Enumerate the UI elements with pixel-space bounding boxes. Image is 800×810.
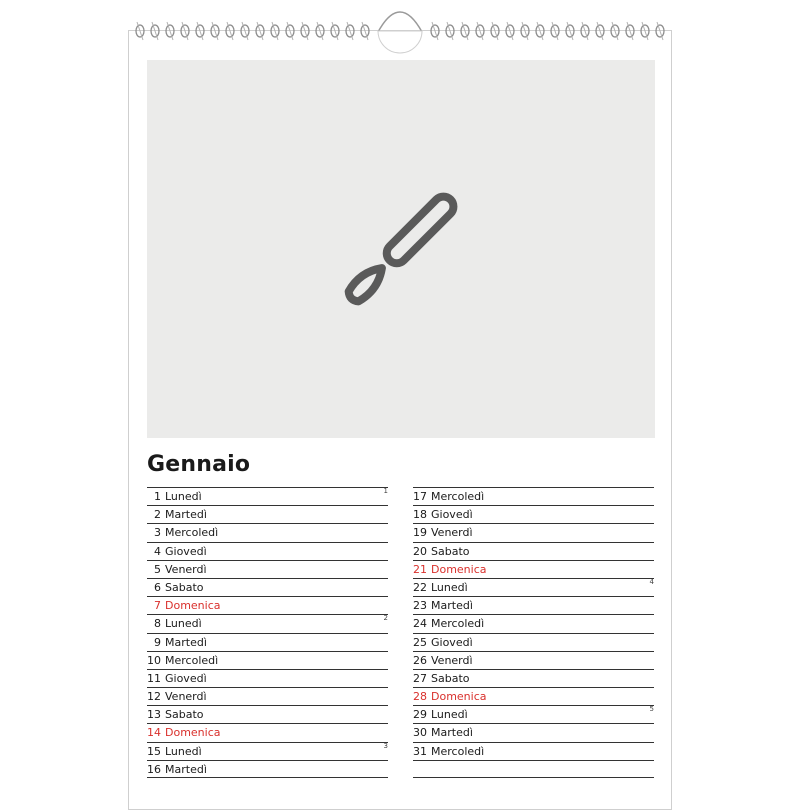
day-number: 19 — [413, 526, 427, 540]
day-number: 13 — [147, 708, 161, 722]
day-name: Martedì — [165, 508, 207, 522]
day-row[interactable] — [413, 560, 654, 578]
brush-icon — [336, 184, 466, 314]
day-row[interactable] — [413, 742, 654, 760]
left-day-column — [147, 487, 388, 778]
day-row[interactable] — [147, 723, 388, 741]
day-number: 29 — [413, 708, 427, 722]
day-number: 9 — [154, 635, 161, 649]
day-row[interactable] — [413, 487, 654, 505]
right-day-column — [413, 487, 654, 778]
day-name: Venerdì — [165, 690, 207, 704]
day-number: 20 — [413, 544, 427, 558]
day-row[interactable] — [147, 742, 388, 760]
day-number: 6 — [154, 580, 161, 594]
day-number: 23 — [413, 599, 427, 613]
day-name: Sabato — [431, 544, 470, 558]
day-row[interactable] — [413, 651, 654, 669]
day-row[interactable] — [147, 596, 388, 614]
day-number: 21 — [413, 562, 427, 576]
day-number: 17 — [413, 490, 427, 503]
day-name: Giovedì — [165, 671, 207, 685]
day-row[interactable] — [147, 614, 388, 632]
day-number: 1 — [154, 490, 161, 503]
day-number: 31 — [413, 744, 427, 758]
day-row[interactable] — [413, 687, 654, 705]
week-number: 2 — [383, 614, 388, 623]
day-row[interactable] — [413, 633, 654, 651]
day-name: Martedì — [165, 762, 207, 776]
week-number: 1 — [383, 487, 388, 495]
day-name: Sabato — [431, 671, 470, 685]
day-row[interactable] — [147, 523, 388, 541]
day-name: Venerdì — [431, 653, 473, 667]
day-row[interactable] — [147, 760, 388, 778]
day-number: 7 — [154, 599, 161, 613]
day-name: Martedì — [431, 599, 473, 613]
day-name: Domenica — [165, 726, 221, 740]
day-name: Giovedì — [165, 544, 207, 558]
day-number: 22 — [413, 580, 427, 594]
day-name: Martedì — [431, 726, 473, 740]
day-number: 25 — [413, 635, 427, 649]
day-row[interactable] — [147, 669, 388, 687]
day-number: 12 — [147, 690, 161, 704]
day-row[interactable] — [413, 578, 654, 596]
week-number: 3 — [383, 741, 388, 750]
week-number: 5 — [649, 705, 654, 714]
day-name: Martedì — [165, 635, 207, 649]
day-number: 15 — [147, 744, 161, 758]
day-row[interactable] — [147, 578, 388, 596]
day-name: Sabato — [165, 708, 204, 722]
hanger-hook — [378, 12, 422, 32]
photo-placeholder[interactable] — [147, 60, 655, 438]
day-name: Lunedì — [431, 580, 468, 594]
hanger-notch — [378, 31, 422, 53]
day-row[interactable] — [413, 723, 654, 741]
day-row[interactable] — [147, 687, 388, 705]
day-number: 16 — [147, 762, 161, 776]
day-number: 5 — [154, 562, 161, 576]
day-name: Mercoledì — [431, 490, 485, 503]
day-name: Domenica — [165, 599, 221, 613]
day-number: 3 — [154, 526, 161, 540]
day-number: 11 — [147, 671, 161, 685]
day-name: Venerdì — [431, 526, 473, 540]
day-name: Lunedì — [431, 708, 468, 722]
day-number: 18 — [413, 508, 427, 522]
day-row[interactable] — [147, 705, 388, 723]
day-name: Domenica — [431, 562, 487, 576]
day-row[interactable] — [147, 651, 388, 669]
day-name: Domenica — [431, 690, 487, 704]
month-title: Gennaio — [147, 452, 251, 477]
day-number: 24 — [413, 617, 427, 631]
day-number: 4 — [154, 544, 161, 558]
day-row[interactable] — [413, 614, 654, 632]
day-number: 10 — [147, 653, 161, 667]
day-name: Venerdì — [165, 562, 207, 576]
day-name: Lunedì — [165, 617, 202, 631]
day-row[interactable] — [147, 542, 388, 560]
day-name: Mercoledì — [431, 617, 485, 631]
day-number: 26 — [413, 653, 427, 667]
day-number: 30 — [413, 726, 427, 740]
day-name: Mercoledì — [165, 653, 219, 667]
week-number: 4 — [649, 577, 654, 586]
day-name: Mercoledì — [165, 526, 219, 540]
day-name: Giovedì — [431, 508, 473, 522]
day-row[interactable] — [413, 542, 654, 560]
day-row[interactable] — [413, 760, 654, 778]
day-number: 27 — [413, 671, 427, 685]
day-row[interactable] — [413, 705, 654, 723]
day-number: 14 — [147, 726, 161, 740]
day-row[interactable] — [147, 505, 388, 523]
day-number: 8 — [154, 617, 161, 631]
spiral-binding — [0, 0, 800, 60]
day-name: Giovedì — [431, 635, 473, 649]
day-number: 2 — [154, 508, 161, 522]
day-name: Lunedì — [165, 744, 202, 758]
day-row[interactable] — [413, 669, 654, 687]
day-name: Lunedì — [165, 490, 202, 503]
day-row[interactable] — [147, 487, 388, 505]
day-row[interactable] — [147, 560, 388, 578]
day-row[interactable] — [413, 596, 654, 614]
day-row[interactable] — [413, 505, 654, 523]
day-row[interactable] — [413, 523, 654, 541]
day-name: Sabato — [165, 580, 204, 594]
day-number: 28 — [413, 690, 427, 704]
day-row[interactable] — [147, 633, 388, 651]
day-name: Mercoledì — [431, 744, 485, 758]
